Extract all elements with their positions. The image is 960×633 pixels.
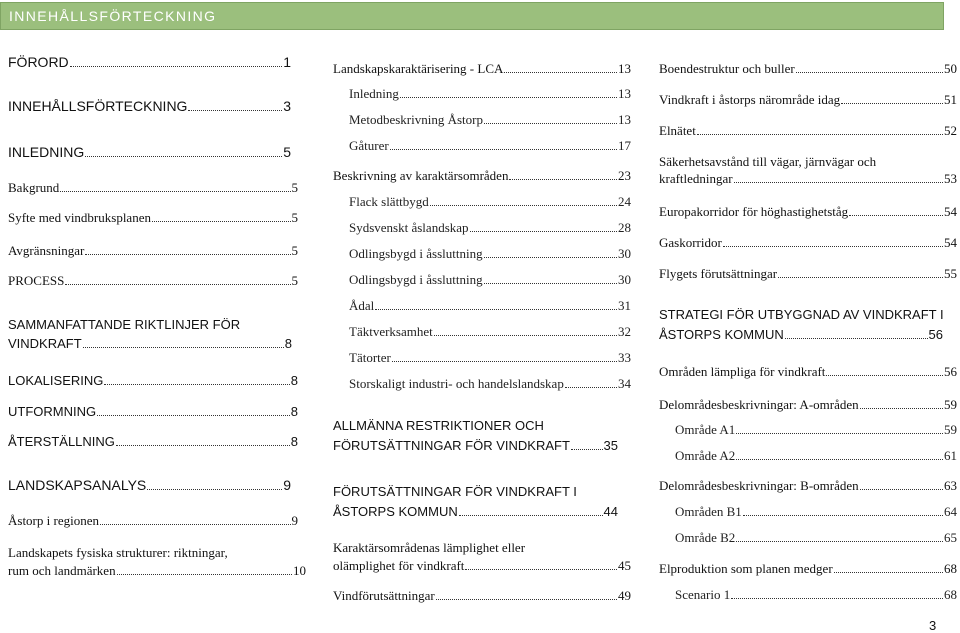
- toc-entry[interactable]: Ådal 31: [349, 298, 631, 313]
- toc-entry[interactable]: Landskapets fysiska strukturer: riktningar, rum och landmärken 10: [8, 545, 306, 578]
- toc-entry[interactable]: Områden B1 64: [675, 504, 957, 519]
- toc-entry[interactable]: INLEDNING 5: [8, 144, 291, 160]
- toc-entry[interactable]: Säkerhetsavstånd till vägar, järnvägar och kraftledningar 53: [659, 154, 957, 186]
- toc-entry[interactable]: Flack slättbygd 24: [349, 194, 631, 209]
- toc-entry[interactable]: Täktverksamhet 32: [349, 324, 631, 339]
- toc-entry[interactable]: Bakgrund 5: [8, 180, 298, 195]
- toc-entry[interactable]: Delområdesbeskrivningar: B-områden 63: [659, 478, 957, 493]
- toc-entry[interactable]: Gåturer 17: [349, 138, 631, 153]
- toc-entry[interactable]: Boendestruktur och buller 50: [659, 61, 957, 76]
- toc-entry[interactable]: Syfte med vindbruksplanen 5: [8, 210, 298, 225]
- toc-entry[interactable]: Odlingsbygd i åssluttning 30: [349, 246, 631, 261]
- toc-entry[interactable]: LANDSKAPSANALYS 9: [8, 477, 291, 493]
- toc-entry[interactable]: Gaskorridor 54: [659, 235, 957, 250]
- toc-entry[interactable]: Område A1 59: [675, 422, 957, 437]
- toc-entry[interactable]: Inledning 13: [349, 86, 631, 101]
- toc-entry[interactable]: Område A2 61: [675, 448, 957, 463]
- toc-entry[interactable]: FÖRORD 1: [8, 54, 291, 70]
- page-number: 3: [929, 618, 937, 633]
- toc-entry[interactable]: Område B2 65: [675, 530, 957, 545]
- toc-entry[interactable]: FÖRUTSÄTTNINGAR FÖR VINDKRAFT I ÅSTORPS KOMMUN 44: [333, 484, 618, 519]
- toc-header-bar: [0, 2, 944, 30]
- toc-entry[interactable]: Scenario 1 68: [675, 587, 957, 602]
- toc-entry[interactable]: Tätorter 33: [349, 350, 631, 365]
- toc-entry[interactable]: INNEHÅLLSFÖRTECKNING 3: [8, 98, 291, 114]
- toc-entry[interactable]: Karaktärsområdenas lämplighet eller olämplighet för vindkraft 45: [333, 540, 631, 573]
- toc-title: INNEHÅLLSFÖRTECKNING: [9, 8, 217, 24]
- toc-entry[interactable]: Avgränsningar 5: [8, 243, 298, 258]
- toc-entry[interactable]: Flygets förutsättningar 55: [659, 266, 957, 281]
- toc-entry[interactable]: Europakorridor för höghastighetståg 54: [659, 204, 957, 219]
- toc-entry[interactable]: SAMMANFATTANDE RIKTLINJER FÖR VINDKRAFT 8: [8, 317, 292, 351]
- toc-entry[interactable]: Landskapskaraktärisering - LCA 13: [333, 61, 631, 76]
- toc-entry[interactable]: Områden lämpliga för vindkraft 56: [659, 364, 957, 379]
- toc-entry[interactable]: STRATEGI FÖR UTBYGGNAD AV VINDKRAFT I ÅSTORPS KOMMUN 56: [659, 307, 944, 342]
- toc-entry[interactable]: Beskrivning av karaktärsområden 23: [333, 168, 631, 183]
- toc-entry[interactable]: Vindkraft i åstorps närområde idag 51: [659, 92, 957, 107]
- toc-entry[interactable]: Elproduktion som planen medger 68: [659, 561, 957, 576]
- toc-entry[interactable]: Metodbeskrivning Åstorp 13: [349, 112, 631, 127]
- toc-entry[interactable]: Odlingsbygd i åssluttning 30: [349, 272, 631, 287]
- toc-entry[interactable]: Vindförutsättningar 49: [333, 588, 631, 603]
- toc-entry[interactable]: ALLMÄNNA RESTRIKTIONER OCH FÖRUTSÄTTNINGAR FÖR VINDKRAFT 35: [333, 418, 618, 453]
- toc-entry[interactable]: Elnätet 52: [659, 123, 957, 138]
- toc-entry[interactable]: LOKALISERING 8: [8, 373, 298, 388]
- toc-entry[interactable]: Delområdesbeskrivningar: A-områden 59: [659, 397, 957, 412]
- toc-entry[interactable]: Åstorp i regionen 9: [8, 513, 298, 528]
- toc-entry[interactable]: Storskaligt industri- och handelslandskap 34: [349, 376, 631, 391]
- toc-entry[interactable]: Sydsvenskt åslandskap 28: [349, 220, 631, 235]
- toc-entry[interactable]: ÅTERSTÄLLNING 8: [8, 434, 298, 449]
- toc-entry[interactable]: PROCESS 5: [8, 273, 298, 288]
- toc-entry[interactable]: UTFORMNING 8: [8, 404, 298, 419]
